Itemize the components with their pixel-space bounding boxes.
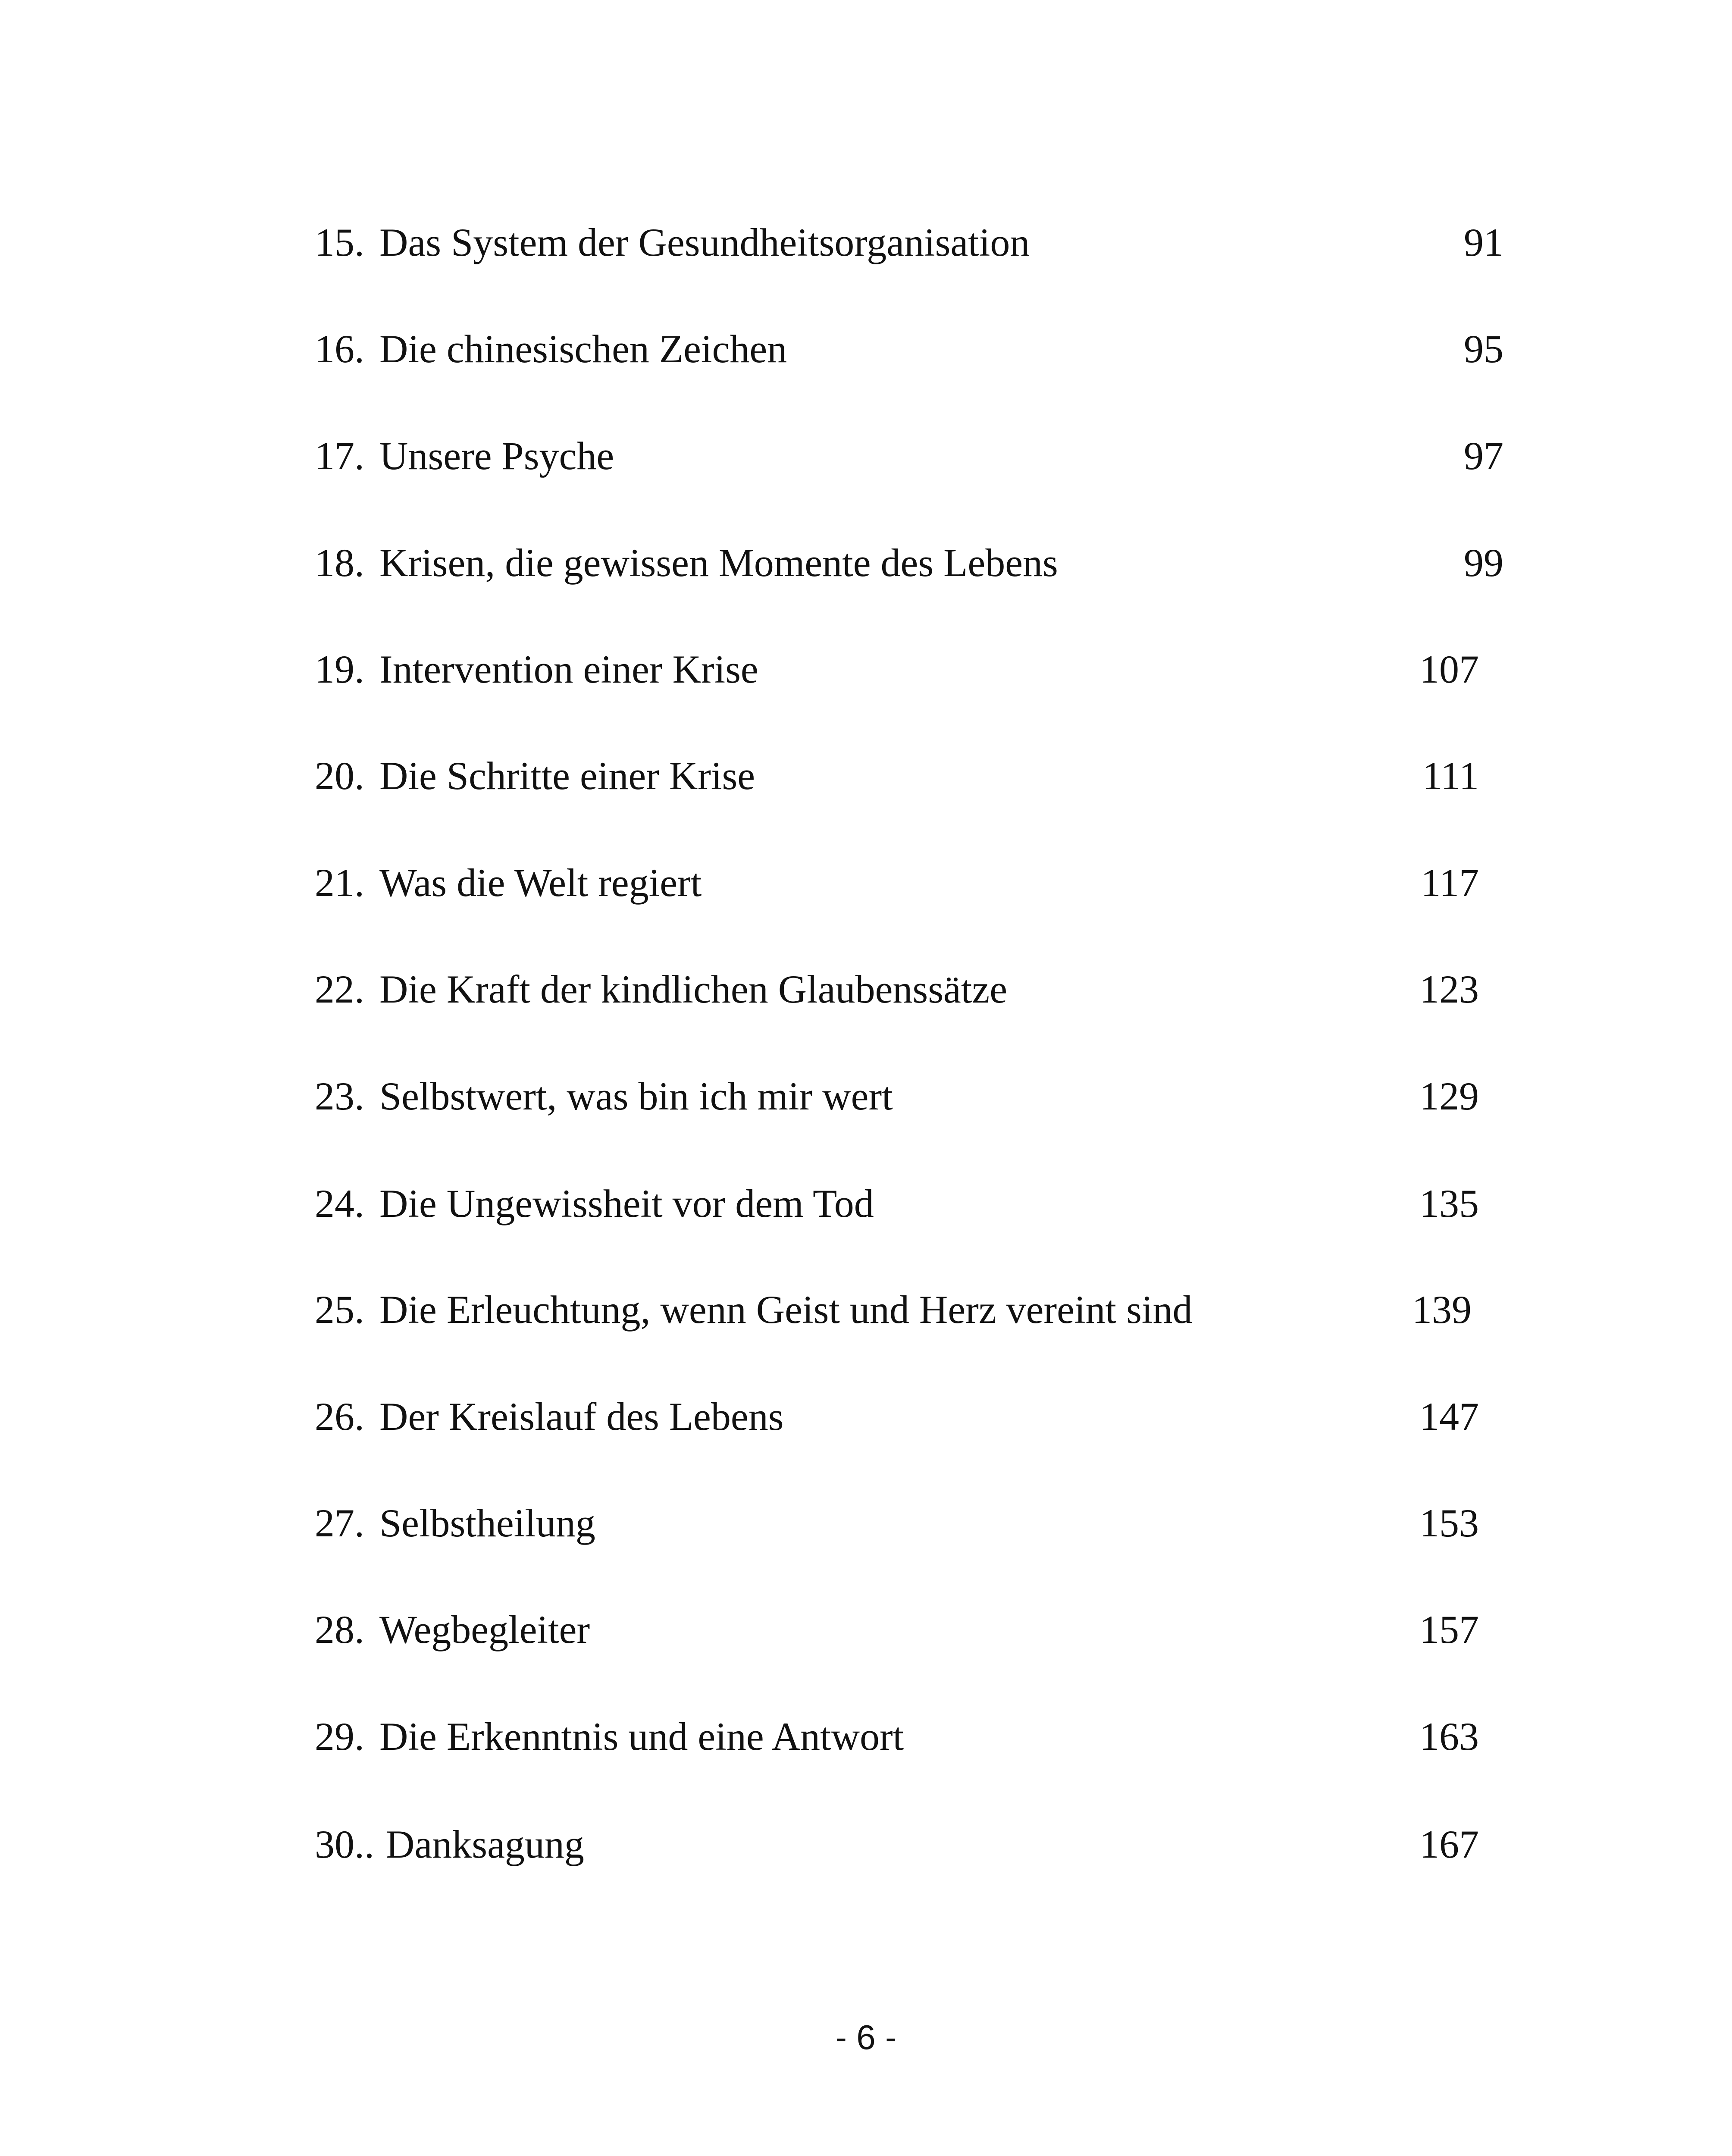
toc-entry [315,959,1479,1019]
toc-entry-title: Das System der Gesundheitsorganisation [379,220,1030,264]
toc-entry [315,1386,1479,1447]
toc-entry-number: 18. [315,541,364,585]
toc-entry-page: 157 [1419,1608,1479,1651]
toc-entry-number: 16. [315,327,364,371]
toc-entry-title: Selbstheilung [379,1501,595,1545]
toc-entry [315,746,1479,806]
toc-entry-number: 20. [315,754,364,798]
toc-entry-title: Was die Welt regiert [379,861,702,905]
toc-entry-title: Intervention einer Krise [379,647,758,691]
toc-entry-number: 26. [315,1395,364,1438]
toc-entry-page: 123 [1419,967,1479,1011]
toc-entry-page: 167 [1419,1822,1479,1866]
toc-entry-title: Danksagung [386,1822,584,1866]
toc-entry-page: 163 [1419,1714,1479,1758]
toc-entry-number: 15. [315,220,364,264]
toc-entry-title: Die Erleuchtung, wenn Geist und Herz vereint sind [379,1288,1193,1332]
toc-entry-page: 107 [1419,647,1479,691]
toc-entry-page: 147 [1419,1395,1479,1438]
toc-entry-title: Die Erkenntnis und eine Antwort [379,1714,904,1758]
toc-entry-number: 24. [315,1181,364,1225]
toc-entry-number: 25. [315,1288,364,1332]
toc-entry-number: 21. [315,861,364,905]
toc-entry-page: 95 [1464,327,1503,371]
toc-entry-number: 30.. [315,1822,374,1866]
toc-entry [315,319,1503,379]
toc-entry-title: Der Kreislauf des Lebens [379,1395,784,1438]
toc-entry-title: Die Ungewissheit vor dem Tod [379,1181,874,1225]
toc-entry-number: 22. [315,967,364,1011]
toc-entry-number: 17. [315,434,364,478]
toc-entry-page: 99 [1464,541,1503,585]
toc-entry [315,1493,1479,1553]
toc-entry-page: 139 [1412,1288,1472,1332]
toc-entry [315,1706,1479,1767]
toc-entry-page: 129 [1419,1074,1479,1118]
page-number: - 6 - [835,2018,897,2056]
toc-entry-page: 135 [1419,1181,1479,1225]
toc-entry-title: Die Kraft der kindlichen Glaubenssätze [379,967,1008,1011]
toc-entry-title: Wegbegleiter [379,1608,590,1651]
toc-entry [315,1814,1479,1874]
toc-entry-number: 29. [315,1714,364,1758]
toc-entry-page: 153 [1419,1501,1479,1545]
toc-entry-number: 19. [315,647,364,691]
toc-entry-title: Krisen, die gewissen Momente des Lebens [379,541,1058,585]
toc-entry-page: 111 [1422,754,1479,798]
toc-entry-number: 28. [315,1608,364,1651]
toc-entry-page: 97 [1464,434,1503,478]
toc-entry [315,852,1479,913]
toc-entry-title: Unsere Psyche [379,434,614,478]
toc-entry [315,212,1503,273]
toc-entry [315,1173,1479,1234]
toc-entry [315,533,1503,593]
toc-entry-number: 27. [315,1501,364,1545]
toc-entry-number: 23. [315,1074,364,1118]
toc-entry-title: Die Schritte einer Krise [379,754,755,798]
toc-entry-title: Selbstwert, was bin ich mir wert [379,1074,893,1118]
toc-entry [315,1066,1479,1126]
toc-entry-page: 91 [1464,220,1503,264]
toc-entry-page: 117 [1421,861,1479,905]
toc-entry [315,1599,1479,1660]
toc-entry [315,1279,1479,1340]
toc-entry [315,639,1479,699]
toc-entry [315,426,1503,486]
toc-entry-title: Die chinesischen Zeichen [379,327,787,371]
